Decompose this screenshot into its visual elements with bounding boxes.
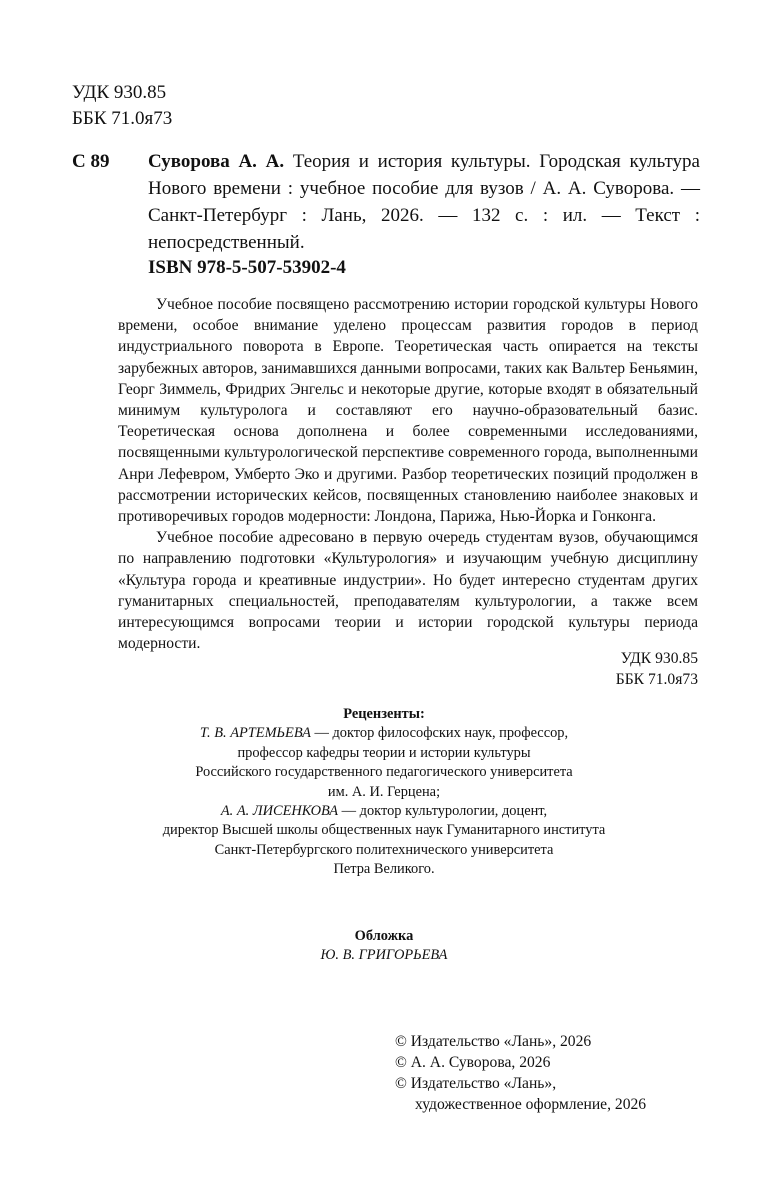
author-name: Суворова А. А. [148, 151, 285, 172]
reviewer-1-line-2: профессор кафедры теории и истории культуры [237, 744, 531, 761]
bbk-code-bottom: ББК 71.0я73 [615, 671, 698, 688]
udk-code-bottom: УДК 930.85 [620, 650, 698, 667]
reviewer-2-line-3: Санкт-Петербургского политехнического университета [214, 841, 554, 858]
cover-designer: Ю. В. ГРИГОРЬЕВА [320, 947, 448, 964]
copyright-line-4: художественное оформление, 2026 [415, 1096, 647, 1113]
cover-heading: Обложка [354, 928, 414, 944]
bibliographic-description: Теория и история культуры. Городская культура Нового времени : учебное пособие для вузов / А. А. Суворова. — Санкт-Петербург : Лань, 2026. — 132 с. : ил. — Текст : непосредственный. [148, 151, 700, 253]
cover-credit [84, 927, 684, 966]
reviewer-2-line-2: директор Высшей школы общественных наук Гуманитарного института [162, 822, 606, 839]
annotation-paragraph-2: Учебное пособие адресовано в первую очередь студентам вузов, обучающимся по направлению подготовки «Культурология» и изучающим учебную дисциплину «Культура города и креативные индустрии». Но будет интересно студентам других гуманитарных специальностей, преподавателям культурологии, а также всем интересующимся вопросами теории и истории городской культуры периода модерности. [118, 529, 698, 653]
isbn: ISBN 978-5-507-53902-4 [148, 257, 346, 278]
bibliographic-record [72, 148, 700, 256]
reviewer-1-line-1: Т. В. АРТЕМЬЕВА — доктор философских наук, профессор, [199, 725, 569, 742]
classification-block-bottom [480, 648, 698, 690]
copyright-block [395, 1031, 646, 1115]
reviewers-heading: Рецензенты: [343, 706, 425, 722]
annotation-paragraph-1: Учебное пособие посвящено рассмотрению истории городской культуры Нового времени, особое внимание уделено процессам развития городов в период индустриального поворота в Европе. Теоретическая часть опирается на тексты зарубежных авторов, занимавшихся данными вопросами, таких как Вальтер Беньямин, Георг Зиммель, Фридрих Энгельс и некоторые другие, которые входят в обязательный минимум культуролога и составляют его научно-образовательный базис. Теоретическая основа дополнена и более современными исследованиями, посвященными культурологической перспективе современного города, выполненными Анри Лефевром, Умберто Эко и другими. Разбор теоретических позиций продолжен в рассмотрении исторических кейсов, посвященных становлению наиболее знаковых и противоречивых городов модерности: Лондона, Парижа, Нью-Йорка и Гонконга. [118, 296, 698, 526]
classification-block [72, 80, 172, 132]
reviewer-2-line-1: А. А. ЛИСЕНКОВА — доктор культурологии, доцент, [220, 803, 548, 820]
udk-code: УДК 930.85 [72, 82, 167, 103]
reviewers-block [84, 705, 684, 880]
reviewer-1-name: Т. В. АРТЕМЬЕВА [199, 725, 311, 742]
reviewer-1-line-4: им. А. И. Герцена; [327, 783, 441, 800]
author-sign-code: С 89 [72, 151, 110, 172]
reviewer-2-name: А. А. ЛИСЕНКОВА [220, 803, 339, 820]
annotation [118, 294, 698, 654]
reviewer-2-line-4: Петра Великого. [333, 861, 435, 878]
bibliographic-entry [148, 148, 700, 256]
copyright-line-1: © Издательство «Лань», 2026 [395, 1033, 592, 1050]
copyright-line-3: © Издательство «Лань», [395, 1075, 557, 1092]
bbk-code: ББК 71.0я73 [72, 108, 173, 129]
reviewer-1-line-3: Российского государственного педагогического университета [195, 764, 573, 781]
copyright-line-2: © А. А. Суворова, 2026 [395, 1054, 551, 1071]
